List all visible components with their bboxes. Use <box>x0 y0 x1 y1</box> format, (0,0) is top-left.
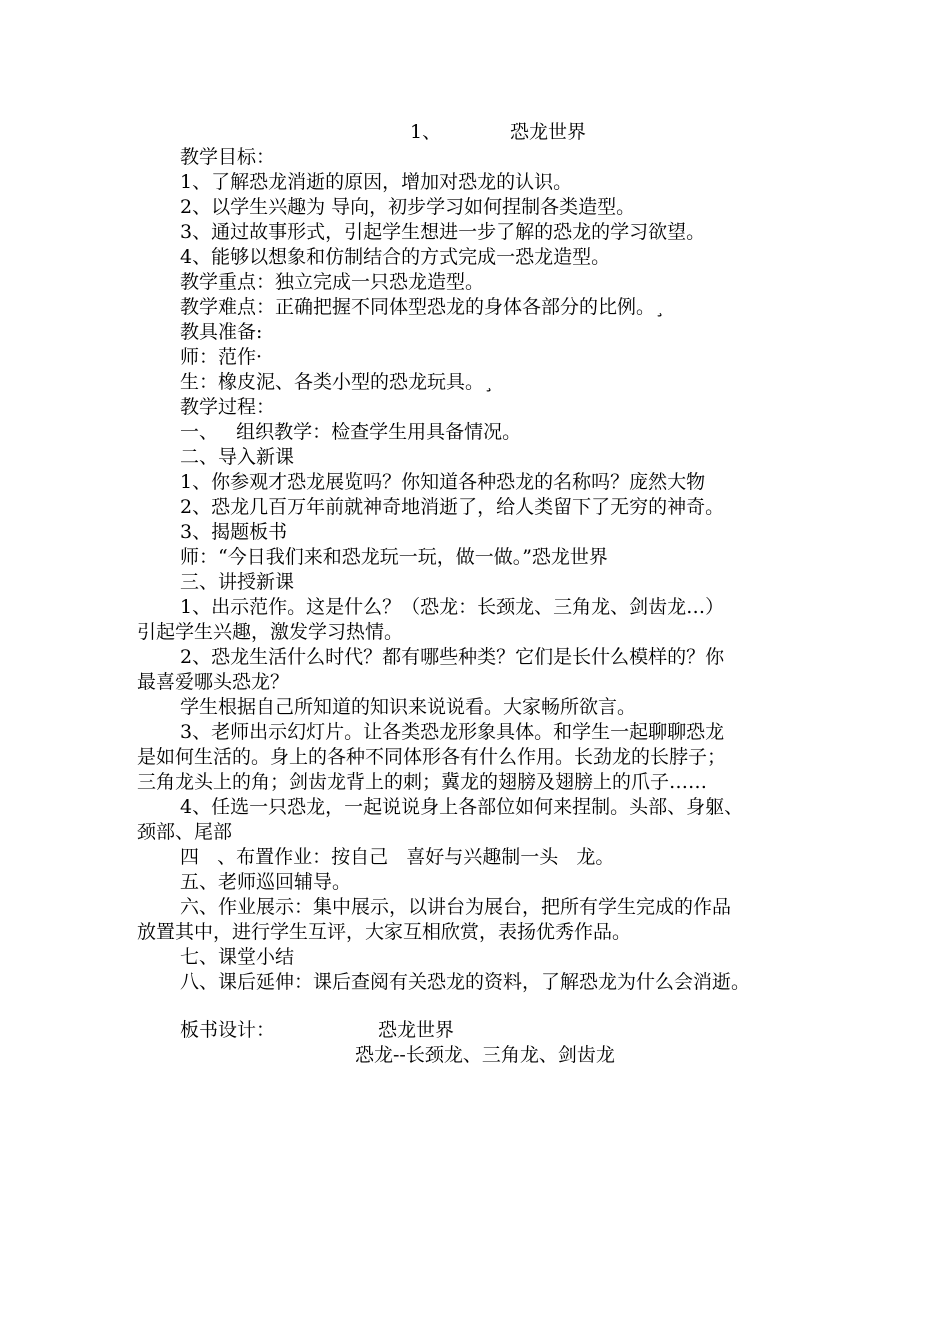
text-line: 七、课堂小结 <box>180 946 295 968</box>
text-line: 3、揭题板书 <box>180 521 288 543</box>
text-line: 1、出示范作。这是什么？（恐龙：长颈龙、三角龙、剑齿龙…） <box>180 596 725 618</box>
text-line: 八、课后延伸：课后查阅有关恐龙的资料，了解恐龙为什么会消逝。 <box>180 971 751 993</box>
text-line: 教学难点：正确把握不同体型恐龙的身体各部分的比例。¸ <box>180 296 665 318</box>
text-line: 是如何生活的。身上的各种不同体形各有什么作用。长劲龙的长脖子； <box>137 746 727 768</box>
text-line: 教具准备: <box>180 321 263 343</box>
text-line: 学生根据自己所知道的知识来说说看。大家畅所欲言。 <box>180 696 637 718</box>
text-line: 师：“今日我们来和恐龙玩一玩，做一做。”恐龙世界 <box>180 546 608 568</box>
lesson-title-text: 恐龙世界 <box>510 121 587 143</box>
text-line: 颈部、尾部 <box>137 821 233 843</box>
board-design-label: 板书设计： <box>180 1019 276 1041</box>
text-line: 放置其中，进行学生互评，大家互相欣赏，表扬优秀作品。 <box>137 921 632 943</box>
text-line: 1、你参观才恐龙展览吗？你知道各种恐龙的名称吗？庞然大物 <box>180 471 706 493</box>
text-line: 引起学生兴趣，激发学习热情。 <box>137 621 404 643</box>
board-design-title: 恐龙世界 <box>378 1019 455 1041</box>
text-line: 2、恐龙生活什么时代？都有哪些种类？它们是长什么模样的？你 <box>180 646 725 668</box>
text-line: 4、任选一只恐龙，一起说说身上各部位如何来捏制。头部、身躯、 <box>180 796 744 818</box>
text-line: 2、恐龙几百万年前就神奇地消逝了，给人类留下了无穷的神奇。 <box>180 496 725 518</box>
text-line: 三角龙头上的角；剑齿龙背上的刺；冀龙的翅膀及翅膀上的爪子…… <box>137 771 708 793</box>
text-line: 3、通过故事形式，引起学生想进一步了解的恐龙的学习欲望。 <box>180 221 706 243</box>
text-line: 最喜爱哪头恐龙？ <box>137 671 290 693</box>
text-line: 五、老师巡回辅导。 <box>180 871 352 893</box>
text-line: 教学目标： <box>180 146 276 168</box>
text-line: 四 、布置作业：按自己 喜好与兴趣制一头 龙。 <box>180 846 615 868</box>
text-line: 1、了解恐龙消逝的原因，增加对恐龙的认识。 <box>180 171 573 193</box>
lesson-title <box>410 120 586 144</box>
text-line: 3、老师出示幻灯片。让各类恐龙形象具体。和学生一起聊聊恐龙 <box>180 721 725 743</box>
board-design-line: 恐龙--长颈龙、三角龙、剑齿龙 <box>355 1044 615 1066</box>
text-line: 三、讲授新课 <box>180 571 295 593</box>
text-line: 师：范作· <box>180 346 263 368</box>
lesson-number: 1、 <box>410 121 442 143</box>
text-line: 教学重点：独立完成一只恐龙造型。 <box>180 271 485 293</box>
text-line: 一、 组织教学：检查学生用具备情况。 <box>180 421 522 443</box>
text-line: 二、导入新课 <box>180 446 295 468</box>
text-line: 六、作业展示：集中展示，以讲台为展台，把所有学生完成的作品 <box>180 896 732 918</box>
text-line: 4、能够以想象和仿制结合的方式完成一恐龙造型。 <box>180 246 611 268</box>
text-line: 生：橡皮泥、各类小型的恐龙玩具。¸ <box>180 371 494 393</box>
text-line: 教学过程： <box>180 396 276 418</box>
text-line: 2、以学生兴趣为 导向，初步学习如何捏制各类造型。 <box>180 196 636 218</box>
